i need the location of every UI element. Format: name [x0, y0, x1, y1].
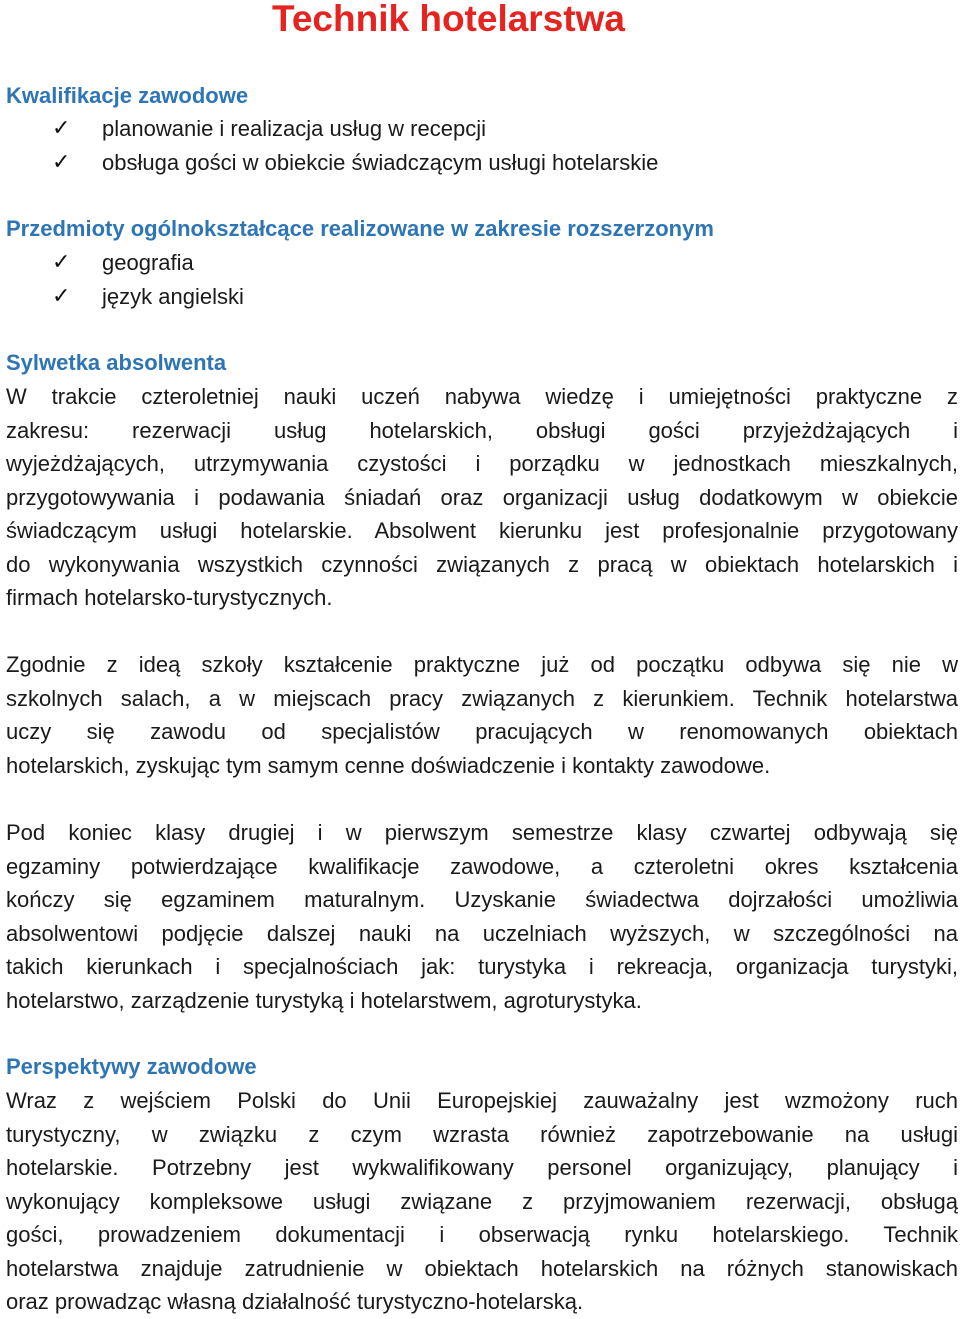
- paragraph-line: Pod koniec klasy drugiej i w pierwszym semestrze klasy czwartej odbywają się: [6, 820, 958, 845]
- paragraph-line: gości, prowadzeniem dokumentacji i obserwacją rynku hotelarskiego. Technik: [6, 1222, 958, 1247]
- graduate-paragraph-1: [6, 380, 958, 615]
- paragraph-line: uczy się zawodu od specjalistów pracujących w renomowanych obiektach: [6, 719, 958, 744]
- subjects-heading: Przedmioty ogólnokształcące realizowane w zakresie rozszerzonym: [6, 216, 714, 241]
- paragraph-line: takich kierunkach i specjalnościach jak: turystyka i rekreacja, organizacja turystyki,: [6, 954, 958, 979]
- paragraph-line: przygotowywania i podawania śniadań oraz organizacji usług dodatkowym w obiekcie: [6, 484, 958, 510]
- paragraph-line: wykonujący kompleksowe usługi związane z przyjmowaniem rezerwacji, obsługą: [6, 1188, 958, 1214]
- paragraph-line: turystyczny, w związku z czym wzrasta również zapotrzebowanie na usługi: [6, 1121, 958, 1147]
- paragraph-line: W trakcie czteroletniej nauki uczeń nabywa wiedzę i umiejętności praktyczne z: [6, 384, 958, 409]
- paragraph-line: kończy się egzaminem maturalnym. Uzyskanie świadectwa dojrzałości umożliwia: [6, 887, 958, 912]
- paragraph-line: absolwentowi podjęcie dalszej nauki na uczelniach wyższych, w szczególności na: [6, 920, 958, 946]
- paragraph-line: egzaminy potwierdzające kwalifikacje zawodowe, a czteroletni okres kształcenia: [6, 853, 958, 879]
- paragraph-line: zakresu: rezerwacji usług hotelarskich, obsługi gości przyjeżdżających i: [6, 417, 958, 443]
- list-item-label: język angielski: [102, 283, 244, 309]
- graduate-paragraph-3: [6, 816, 958, 1017]
- list-item-label: geografia: [102, 250, 194, 275]
- paragraph-line: wyjeżdżających, utrzymywania czystości i porządku w jednostkach mieszkalnych,: [6, 451, 958, 476]
- paragraph-line: oraz prowadząc własną działalność turystyczno-hotelarską.: [6, 1289, 584, 1314]
- qualifications-heading: Kwalifikacje zawodowe: [6, 83, 249, 108]
- paragraph-line: hotelarskie. Potrzebny jest wykwalifikowany personel organizujący, planujący i: [6, 1155, 958, 1180]
- graduate-paragraph-2: [6, 648, 958, 782]
- paragraph-line: świadczącym usługi hotelarskie. Absolwent kierunku jest profesjonalnie przygotowany: [6, 518, 958, 543]
- check-icon: ✓: [52, 283, 71, 309]
- prospects-paragraph: [6, 1084, 958, 1319]
- check-icon: ✓: [52, 116, 71, 141]
- check-icon: ✓: [52, 149, 71, 175]
- paragraph-line: firmach hotelarsko-turystycznych.: [6, 585, 333, 610]
- paragraph-line: hotelarstwa znajduje zatrudnienie w obiektach hotelarskich na różnych stanowiskach: [6, 1255, 958, 1281]
- check-icon: ✓: [52, 250, 71, 275]
- graduate-heading: Sylwetka absolwenta: [6, 350, 227, 375]
- page-title: Technik hotelarstwa: [272, 0, 625, 39]
- paragraph-line: hotelarstwo, zarządzenie turystyką i hotelarstwem, agroturystyka.: [6, 987, 642, 1013]
- paragraph-line: szkolnych salach, a w miejscach pracy związanych z kierunkiem. Technik hotelarstwa: [6, 685, 958, 711]
- paragraph-line: do wykonywania wszystkich czynności związanych z pracą w obiektach hotelarskich i: [6, 551, 958, 577]
- paragraph-line: Wraz z wejściem Polski do Unii Europejskiej zauważalny jest wzmożony ruch: [6, 1088, 958, 1113]
- list-item-label: obsługa gości w obiekcie świadczącym usługi hotelarskie: [102, 149, 659, 175]
- prospects-heading: Perspektywy zawodowe: [6, 1054, 257, 1079]
- list-item-label: planowanie i realizacja usług w recepcji: [102, 116, 486, 141]
- paragraph-line: Zgodnie z ideą szkoły kształcenie praktyczne już od początku odbywa się nie w: [6, 652, 958, 677]
- paragraph-line: hotelarskich, zyskując tym samym cenne doświadczenie i kontakty zawodowe.: [6, 752, 771, 778]
